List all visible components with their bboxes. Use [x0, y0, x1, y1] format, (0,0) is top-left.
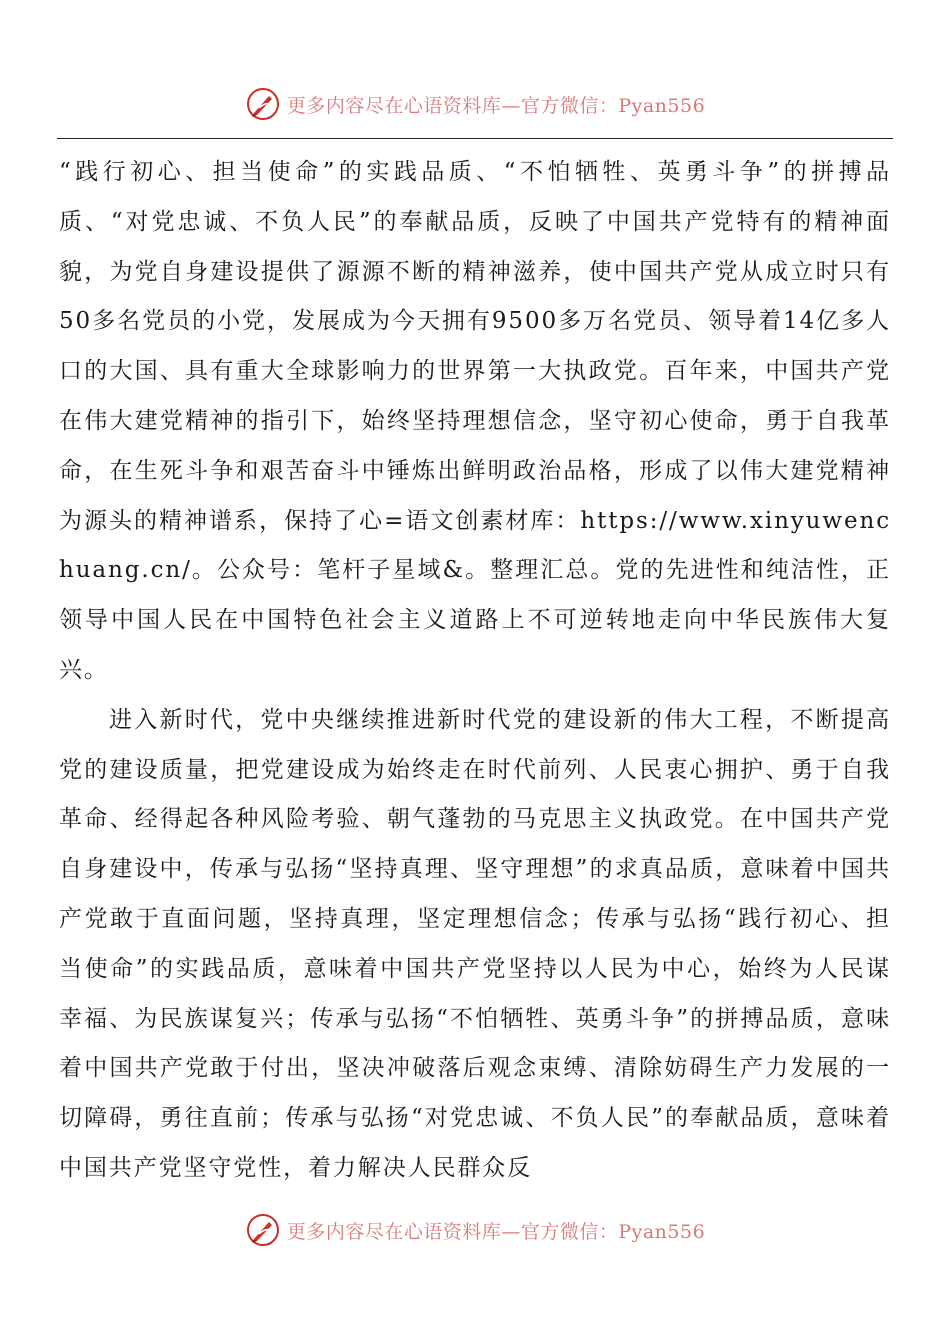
body-paragraph-2: 进入新时代，党中央继续推进新时代党的建设新的伟大工程，不断提高党的建设质量，把党建设成为始终走在时代前列、人民衷心拥护、勇于自我革命、经得起各种风险考验、朝气蓬勃的马克思主义执政党。在中国共产党自身建设中，传承与弘扬“坚持真理、坚守理想”的求真品质，意味着中国共产党敢于直面问题，坚持真理，坚定理想信念；传承与弘扬“践行初心、担当使命”的实践品质，意味着中国共产党坚持以人民为中心，始终为人民谋幸福、为民族谋复兴；传承与弘扬“不怕牺牲、英勇斗争”的拼搏品质，意味着中国共产党敢于付出，坚决冲破落后观念束缚、清除妨碍生产力发展的一切障碍，勇往直前；传承与弘扬“对党忠诚、不负人民”的奉献品质，意味着中国共产党坚守党性，着力解决人民群众反: [59, 706, 891, 1181]
footer-brand-text: 更多内容尽在心语资料库—官方微信：Pyan556: [286, 1220, 706, 1243]
header-divider: [57, 138, 893, 139]
body-paragraph-1: “践行初心、担当使命”的实践品质、“不怕牺牲、英勇斗争”的拼搏品质、“对党忠诚、不负人民”的奉献品质，反映了中国共产党特有的精神面貌，为党自身建设提供了源源不断的精神滋养，使中国共产党从成立时只有50多名党员的小党，发展成为今天拥有9500多万名党员、领导着14亿多人口的大国、具有重大全球影响力的世界第一大执政党。百年来，中国共产党在伟大建党精神的指引下，始终坚持理想信念，坚守初心使命，勇于自我革命，在生死斗争和艰苦奋斗中锤炼出鲜明政治品格，形成了以伟大建党精神为源头的精神谱系，保持了心=语文创素材库：https://www.xinyuwenchuang.cn/。公众号：笔杆子星域&。整理汇总。党的先进性和纯洁性，正领导中国人民在中国特色社会主义道路上不可逆转地走向中华民族伟大复兴。: [59, 159, 891, 683]
page-header: [0, 82, 950, 126]
header-brand-text: 更多内容尽在心语资料库—官方微信：Pyan556: [286, 94, 706, 117]
document-body: [59, 148, 891, 1194]
page-footer: [0, 1208, 950, 1252]
pen-circle-logo-icon: [245, 86, 281, 122]
pen-circle-logo-icon: [245, 1212, 281, 1248]
